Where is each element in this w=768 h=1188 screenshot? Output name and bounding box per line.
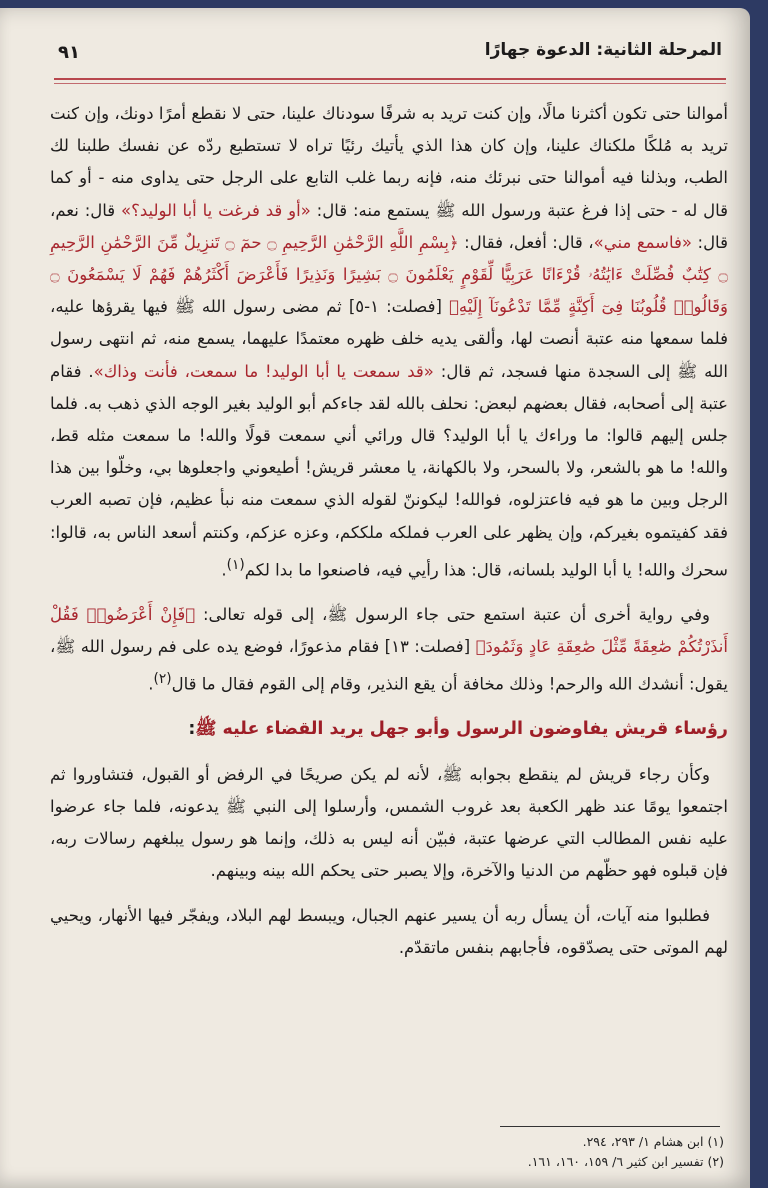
footnote-1: (١) ابن هشام ١/ ٢٩٣، ٢٩٤.: [582, 1134, 724, 1149]
footnote-2: (٢) تفسير ابن كثير ٦/ ١٥٩، ١٦٠، ١٦١.: [527, 1154, 724, 1169]
footnotes: [300, 1132, 724, 1172]
footnote-separator: [500, 1126, 720, 1127]
chapter-title: المرحلة الثانية: الدعوة جهارًا: [484, 40, 722, 60]
quran-verse: ﴿فَإِنْ أَعْرَضُوا۟ فَقُلْ أَنذَرْتُكُمْ صَٰعِقَةً مِّثْلَ صَٰعِقَةِ عَادٍ وَثَمُودَ﴾: [50, 604, 728, 656]
paragraph-1: أموالنا حتى تكون أكثرنا مالًا، وإن كنت تريد به شرفًا سودناك علينا، حتى لا نقطع أمرًا دونك، وإن كنت تريد به مُلكًا ملكناك علينا، وإن كان هذا الذي يأتيك رئيًا تراه لا تستطيع ردّه عن نفسك طلبنا لك الطب، وبذلنا فيه أموالنا حتى نبرئك منه، فإنه ربما غلب التابع على الرجل حتى يداوى منه - أو كما قال له - حتى إذا فرغ عتبة ورسول الله ﷺ يستمع منه: قال: «أو قد فرغت يا أبا الوليد؟» قال: نعم، قال: «فاسمع مني»، قال: أفعل، فقال: ﴿بِسْمِ اللَّهِ الرَّحْمَٰنِ الرَّحِيمِ ۝ حمٓ ۝ تَنزِيلٌ مِّنَ الرَّحْمَٰنِ الرَّحِيمِ ۝ كِتَٰبٌ فُصِّلَتْ ءَايَٰتُهُۥ قُرْءَانًا عَرَبِيًّا لِّقَوْمٍ يَعْلَمُونَ ۝ بَشِيرًا وَنَذِيرًا فَأَعْرَضَ أَكْثَرُهُمْ فَهُمْ لَا يَسْمَعُونَ ۝ وَقَالُوا۟ قُلُوبُنَا فِىٓ أَكِنَّةٍ مِّمَّا تَدْعُونَآ إِلَيْهِ﴾ [فصلت: ١-٥] ثم مضى رسول الله ﷺ فيها يقرؤها عليه، فلما سمعها منه عتبة أنصت لها، وألقى يديه خلف ظهره معتمدًا عليهما، يسمع منه، ثم انتهى رسول الله ﷺ إلى السجدة منها فسجد، ثم قال: «قد سمعت يا أبا الوليد! ما سمعت، فأنت وذاك». فقام عتبة إلى أصحابه، فقال بعضهم لبعض: نحلف بالله لقد جاءكم أبو الوليد بغير الوجه الذي ذهب به. فلما جلس إليهم قالوا: ما وراءك يا أبا الوليد؟ قال ورائي أني سمعت قولًا والله! ما سمعت مثله قط، والله! ما هو بالشعر، ولا بالسحر، ولا بالكهانة، يا معشر قريش! أطيعوني واجعلوها بي، وخلّوا بين هذا الرجل وبين ما هو فيه فاعتزلوه، فوالله! ليكوننّ لقوله الذي سمعت منه نبأ عظيم، فإن تصبه العرب فقد كفيتموه بغيركم، وإن يظهر على العرب فملكه ملككم، وعزه عزكم، وكنتم أسعد الناس به، قالوا: سحرك والله! يا أبا الوليد بلسانه، قال: هذا رأيي فيه، فاصنعوا ما بدا لكم$^{(١)}$.: [50, 104, 729, 580]
header-rule: [54, 78, 726, 80]
running-header: [52, 36, 728, 76]
page-body: [50, 98, 728, 976]
header-rule-thin: [54, 83, 726, 84]
quote-speech: «فاسمع مني»: [593, 232, 692, 252]
footnote-ref[interactable]: (٢): [153, 670, 172, 687]
paragraph-3: وكأن رجاء قريش لم ينقطع بجوابه ﷺ، لأنه لم يكن صريحًا في الرفض أو القبول، فتشاوروا ثم اجتمعوا يومًا عند ظهر الكعبة بعد غروب الشمس، وأرسلوا إلى النبي ﷺ يدعونه، فلما جاء عرضوا عليه نفس المطالب التي عرضها عتبة، فبيّن أنه ليس به ذلك، وإنما هو رسول يبلغهم رسالات ربه، فإن قبلوه فهو حظّهم من الدنيا والآخرة، وإلا يصبر حتى يحكم الله بينه وبينهم.: [50, 764, 728, 881]
paragraph-4: فطلبوا منه آيات، أن يسأل ربه أن يسير عنهم الجبال، ويبسط لهم البلاد، ويفجّر فيها الأنهار، ويحيي لهم الموتى حتى يصدّقوه، فأجابهم بنفس ماتقدّم.: [50, 905, 728, 957]
paragraph-2: وفي رواية أخرى أن عتبة استمع حتى جاء الرسول ﷺ، إلى قوله تعالى: ﴿فَإِنْ أَعْرَضُوا۟ فَقُلْ أَنذَرْتُكُمْ صَٰعِقَةً مِّثْلَ صَٰعِقَةِ عَادٍ وَثَمُودَ﴾ [فصلت: ١٣] فقام مذعورًا، فوضع يده على فم رسول الله ﷺ، يقول: أنشدك الله والرحم! وذلك مخافة أن يقع النذير، وقام إلى القوم فقال ما قال$^{(٢)}$.: [50, 604, 728, 694]
quran-verse: ﴿بِسْمِ اللَّهِ الرَّحْمَٰنِ الرَّحِيمِ ۝ حمٓ ۝ تَنزِيلٌ مِّنَ الرَّحْمَٰنِ الرَّحِيمِ ۝ كِتَٰبٌ فُصِّلَتْ ءَايَٰتُهُۥ قُرْءَانًا عَرَبِيًّا لِّقَوْمٍ يَعْلَمُونَ ۝ بَشِيرًا وَنَذِيرًا فَأَعْرَضَ أَكْثَرُهُمْ فَهُمْ لَا يَسْمَعُونَ ۝ وَقَالُوا۟ قُلُوبُنَا فِىٓ أَكِنَّةٍ مِّمَّا تَدْعُونَآ إِلَيْهِ﴾: [50, 232, 728, 317]
quote-speech: «قد سمعت يا أبا الوليد! ما سمعت، فأنت وذاك»: [93, 361, 434, 381]
footnote-ref[interactable]: (١): [226, 556, 245, 573]
section-heading: رؤساء قريش يفاوضون الرسول وأبو جهل يريد القضاء عليه ﷺ:: [188, 718, 728, 739]
quote-speech: «أو قد فرغت يا أبا الوليد؟»: [121, 200, 311, 220]
book-page: [0, 8, 750, 1188]
page-number: ٩١: [58, 42, 80, 63]
